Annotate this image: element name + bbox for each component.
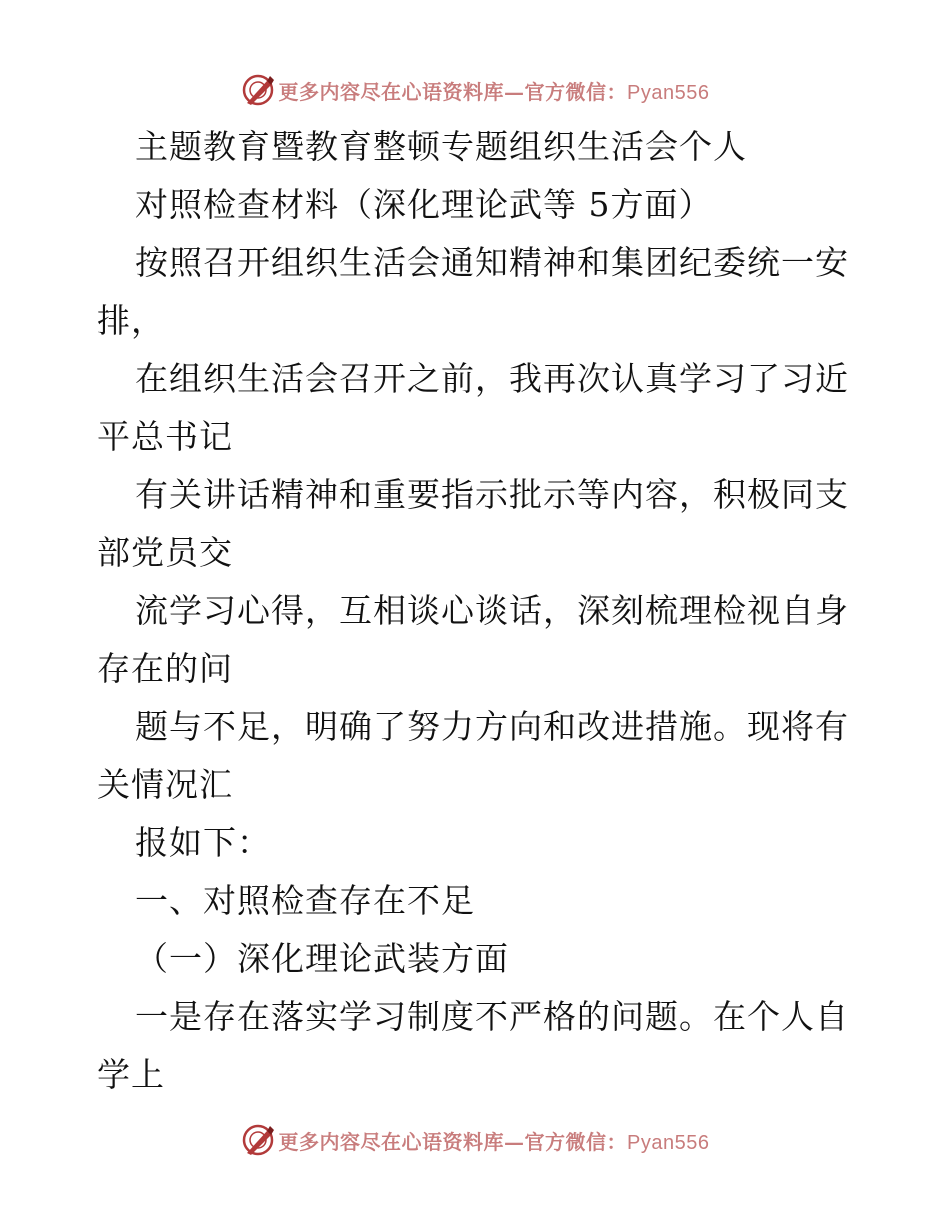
text-line: 学上: [97, 1055, 165, 1094]
watermark-footer: [0, 1120, 950, 1160]
watermark-header: [0, 70, 950, 110]
text-line: 主题教育暨教育整顿专题组织生活会个人: [135, 127, 747, 166]
watermark-wechat-id: Pyan556: [627, 1131, 710, 1154]
text-line: 流学习心得，互相谈心谈话，深刻梳理检视自身: [135, 591, 849, 630]
text-line: （一）深化理论武装方面: [135, 939, 509, 978]
text-line: 对照检查材料（深化理论武等 5方面）: [135, 185, 713, 224]
text-line: 一是存在落实学习制度不严格的问题。在个人自: [135, 997, 849, 1036]
text-line: 关情况汇: [97, 765, 233, 804]
text-line: 有关讲话精神和重要指示批示等内容，积极同支: [135, 475, 849, 514]
text-line: 存在的问: [97, 649, 233, 688]
text-line: 平总书记: [97, 417, 233, 456]
pen-logo-icon: [241, 73, 275, 107]
text-line: 在组织生活会召开之前，我再次认真学习了习近: [135, 359, 849, 398]
watermark-wechat-id: Pyan556: [627, 81, 710, 104]
text-line: 按照召开组织生活会通知精神和集团纪委统一安: [135, 243, 849, 282]
watermark-text: 更多内容尽在心语资料库—官方微信：: [278, 1129, 628, 1154]
text-line: 报如下：: [135, 823, 271, 862]
watermark-text: 更多内容尽在心语资料库—官方微信：: [278, 79, 628, 104]
text-line: 排，: [97, 301, 165, 340]
document-body: [97, 118, 867, 1104]
text-line: 一、对照检查存在不足: [135, 881, 475, 920]
pen-logo-icon: [241, 1123, 275, 1157]
text-line: 题与不足，明确了努力方向和改进措施。现将有: [135, 707, 849, 746]
text-line: 部党员交: [97, 533, 233, 572]
